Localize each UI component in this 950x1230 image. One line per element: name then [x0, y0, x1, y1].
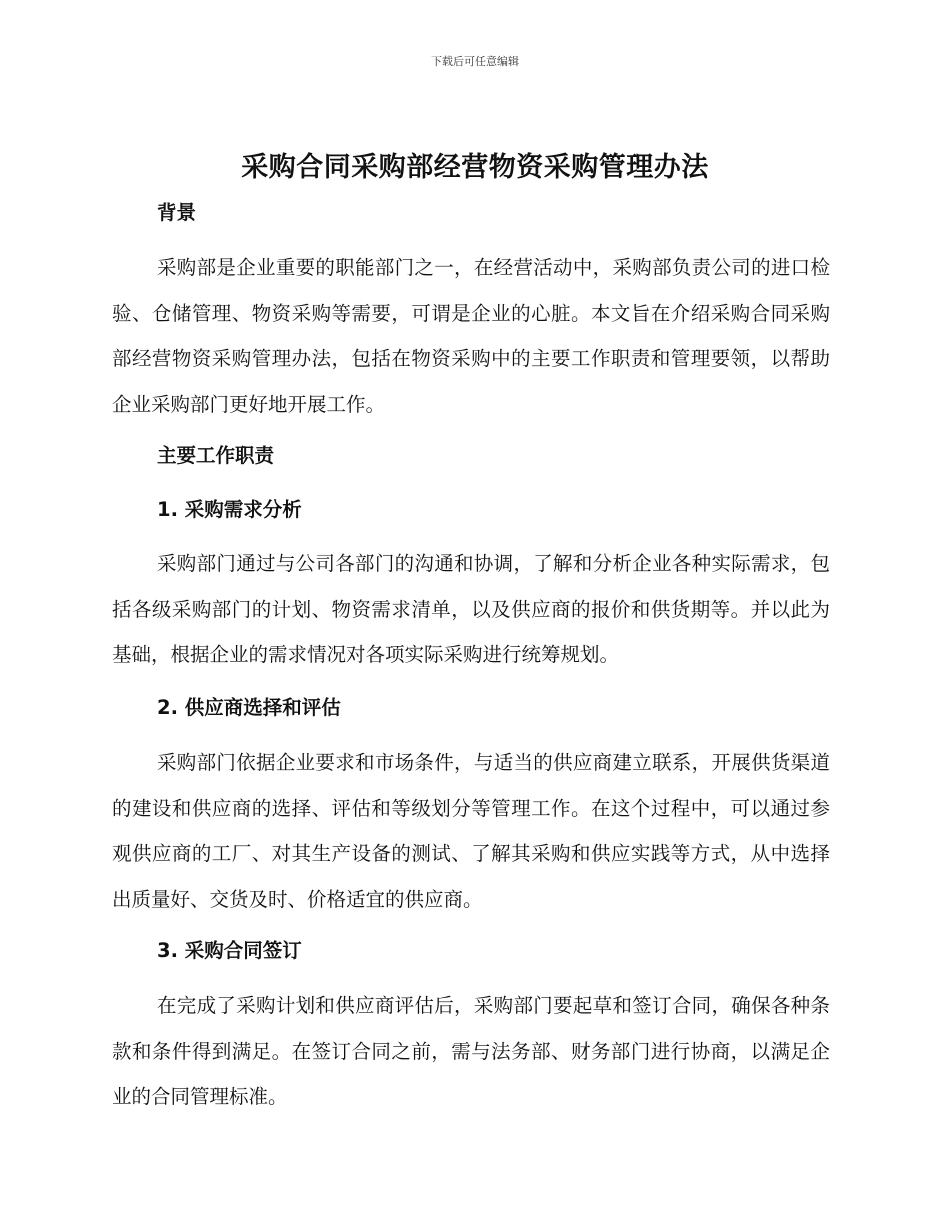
document-title: 采购合同采购部经营物资采购管理办法 [241, 152, 709, 183]
section-heading-supplier-selection: 2. 供应商选择和评估 [157, 696, 341, 719]
section-heading-main-duties: 主要工作职责 [157, 444, 275, 467]
header-note: 下载后可任意编辑 [431, 55, 519, 68]
paragraph-background: 采购部是企业重要的职能部门之一，在经营活动中，采购部负责公司的进口检验、仓储管理、物资采购等需要，可谓是企业的心脏。本文旨在介绍采购合同采购部经营物资采购管理办法，包括在物资采购中的主要工作职责和管理要领，以帮助企业采购部门更好地开展工作。 [112, 256, 830, 416]
paragraph-contract-signing: 在完成了采购计划和供应商评估后，采购部门要起草和签订合同，确保各种条款和条件得到满足。在签订合同之前，需与法务部、财务部门进行协商，以满足企业的合同管理标准。 [112, 994, 830, 1108]
paragraph-demand-analysis: 采购部门通过与公司各部门的沟通和协调，了解和分析企业各种实际需求，包括各级采购部门的计划、物资需求清单，以及供应商的报价和供货期等。并以此为基础，根据企业的需求情况对各项实际采购进行统筹规划。 [112, 552, 830, 666]
section-heading-demand-analysis: 1. 采购需求分析 [157, 498, 302, 521]
section-heading-background: 背景 [157, 201, 197, 224]
section-heading-contract-signing: 3. 采购合同签订 [157, 939, 302, 962]
paragraph-supplier-selection: 采购部门依据企业要求和市场条件，与适当的供应商建立联系，开展供货渠道的建设和供应商的选择、评估和等级划分等管理工作。在这个过程中，可以通过参观供应商的工厂、对其生产设备的测试、了解其采购和供应实践等方式，从中选择出质量好、交货及时、价格适宜的供应商。 [112, 751, 830, 911]
